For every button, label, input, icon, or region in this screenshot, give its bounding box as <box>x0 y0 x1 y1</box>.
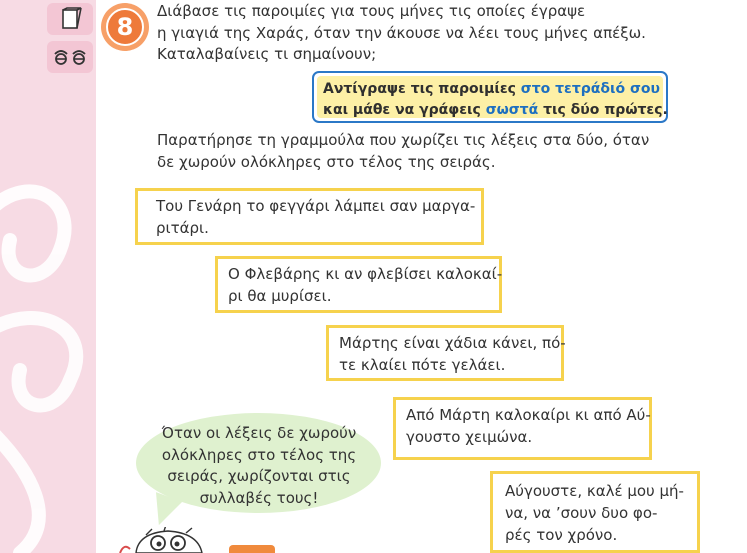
orange-tab-decoration <box>229 545 275 553</box>
exercise-number-badge <box>101 3 149 51</box>
instruction-text <box>317 76 668 118</box>
proverb-line: Μάρτης είναι χάδια κάνει, πό- <box>339 334 566 352</box>
proverb-line: γουστο χειμώνα. <box>406 428 533 446</box>
proverb-card-august <box>490 471 700 553</box>
bubble-line: ολόκληρες στο τέλος της <box>161 445 357 464</box>
instruction-box <box>312 71 668 123</box>
bubble-line: συλλαβές τους! <box>199 488 319 507</box>
instruction-text-part: και μάθε να γράφεις <box>323 102 486 118</box>
proverb-card-march <box>326 325 564 381</box>
proverb-line: να, να ’σουν δυο φο- <box>505 504 658 522</box>
proverb-line: Από Μάρτη καλοκαίρι κι από Αύ- <box>406 406 651 424</box>
hyphenation-note <box>157 130 657 173</box>
instruction-text-part: τις δύο πρώτες. <box>538 102 668 118</box>
instruction-text-part: Αντίγραψε τις παροιμίες <box>323 81 521 97</box>
note-line: Παρατήρησε τη γραμμούλα που χωρίζει τις λέξεις στα δύο, όταν <box>157 131 650 149</box>
intro-line: Καταλαβαίνεις τι σημαίνουν; <box>157 45 377 63</box>
exercise-number: 8 <box>106 8 144 46</box>
proverb-line: τε κλαίει πότε γελάει. <box>339 356 506 374</box>
instruction-highlight: στο τετράδιό σου <box>520 81 660 97</box>
mascot-owl-icon <box>116 527 216 553</box>
side-swirl-decoration <box>0 0 96 553</box>
proverb-card-february <box>215 256 502 313</box>
proverb-line: ρές τον χρόνο. <box>505 526 618 544</box>
proverb-line: Ο Φλεβάρης κι αν φλεβίσει καλοκαί- <box>228 265 503 283</box>
bubble-line: σειράς, χωρίζονται στις <box>167 467 351 485</box>
instruction-line-1 <box>323 79 663 100</box>
proverb-line: ριτάρι. <box>156 219 209 237</box>
proverb-line: Του Γενάρη το φεγγάρι λάμπει σαν μαργα- <box>156 197 476 215</box>
bubble-line: Όταν οι λέξεις δε χωρούν <box>161 424 357 442</box>
proverb-card-january <box>135 188 484 245</box>
proverb-line: Αύγουστε, καλέ μου μή- <box>505 482 684 500</box>
instruction-highlight: σωστά <box>485 102 539 118</box>
intro-line: Διάβασε τις παροιμίες για τους μήνες τις οποίες έγραψε <box>157 2 586 20</box>
exercise-intro <box>157 1 657 66</box>
reading-eyes-icon <box>47 41 93 73</box>
notebook-icon <box>47 3 93 35</box>
intro-line: η γιαγιά της Χαράς, όταν την άκουσε να λέει τους μήνες απέξω. <box>157 23 646 42</box>
note-line: δε χωρούν ολόκληρες στο τέλος της σειράς. <box>157 152 496 171</box>
proverb-line: ρι θα μυρίσει. <box>228 287 332 305</box>
instruction-line-2 <box>323 100 668 121</box>
speech-bubble-text <box>148 423 370 509</box>
proverb-card-march-august <box>393 397 652 460</box>
